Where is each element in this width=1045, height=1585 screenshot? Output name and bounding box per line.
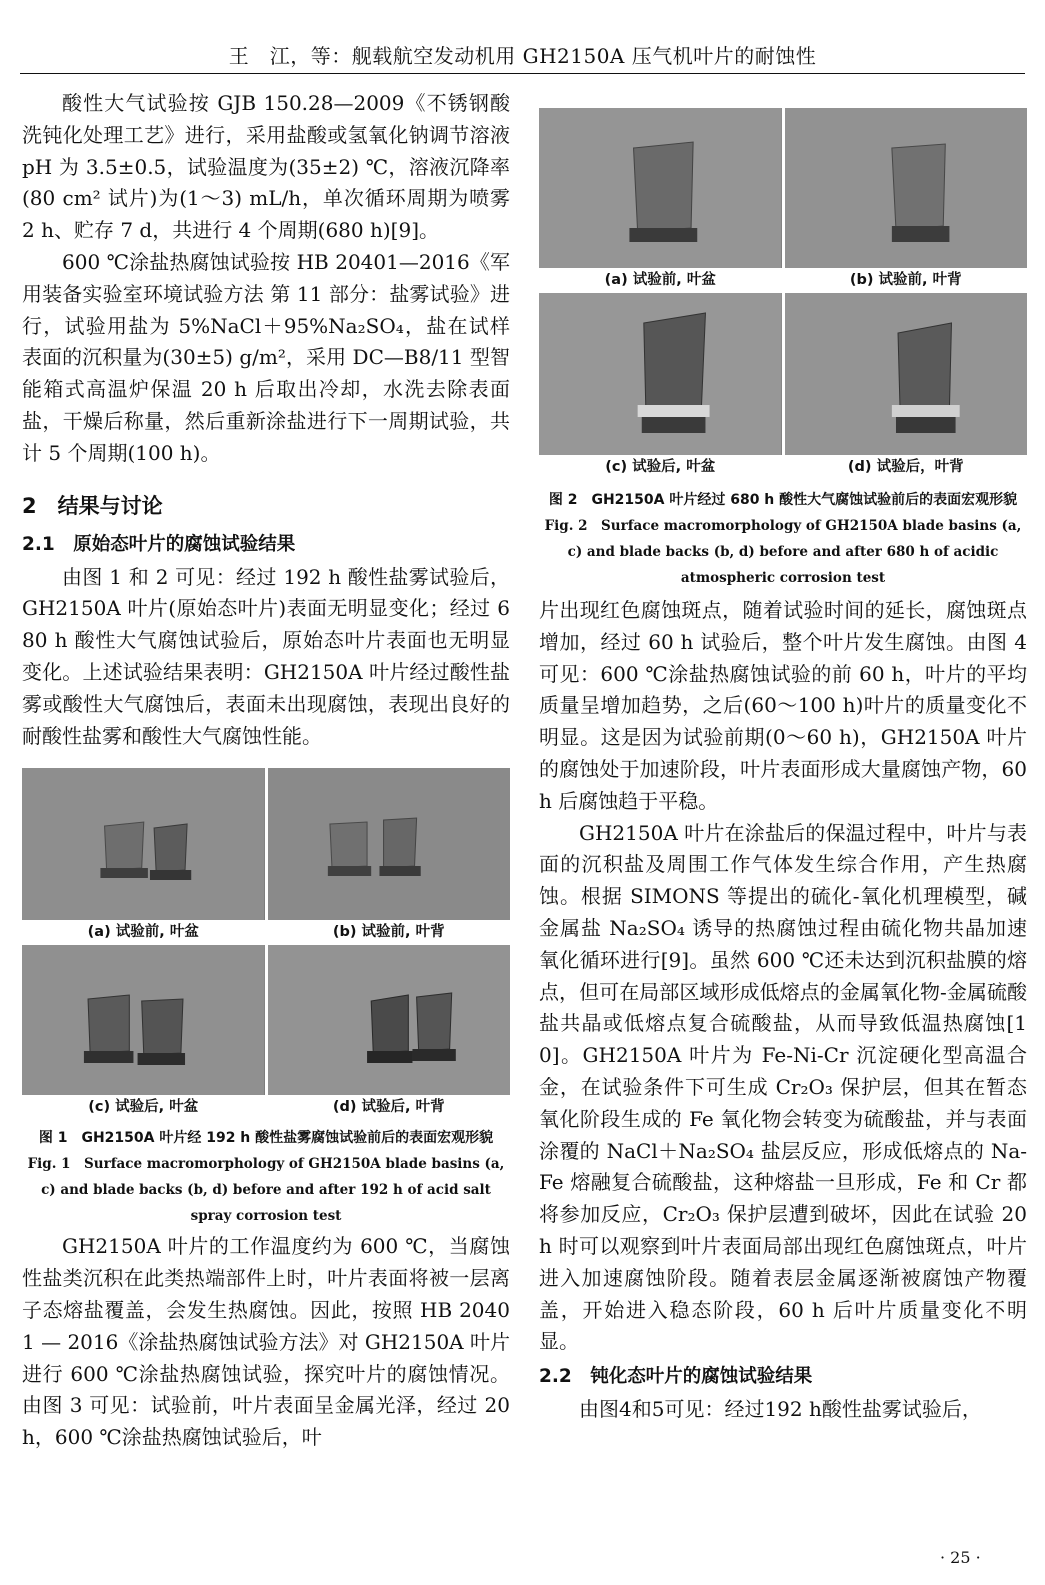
figure-2c-photo	[539, 293, 782, 455]
figure-1-grid	[22, 768, 510, 1120]
figure-2	[539, 108, 1027, 591]
figure-2-grid	[539, 108, 1027, 480]
figure-2b-photo	[785, 108, 1028, 268]
figure-1-panel-d	[268, 945, 511, 1120]
paragraph-original-blade-results: 由图 1 和 2 可见：经过 192 h 酸性盐雾试验后，GH2150A 叶片(原始态叶片)表面无明显变化；经过 680 h 酸性大气腐蚀试验后，原始态叶片表面也无明显变化。上述试验结果表明：GH2150A 叶片经过酸性盐雾或酸性大气腐蚀后，表面未出现腐蚀，表现出良好的耐酸性盐雾和酸性大气腐蚀性能。	[22, 564, 510, 748]
figure-1-title-cn: 图 1 GH2150A 叶片经 192 h 酸性盐雾腐蚀试验前后的表面宏观形貌	[38, 1130, 494, 1147]
figure-2-panel-c	[539, 293, 782, 480]
figure-1-title-en: Fig. 1 Surface macromorphology of GH2150A blade basins (a, c) and blade backs (b, d) before and after 192 h of acid salt spray corrosion test	[27, 1156, 505, 1225]
paragraph-passivated-blade-results: 由图4和5可见：经过192 h酸性盐雾试验后，	[579, 1397, 982, 1422]
figure-1	[22, 768, 510, 1229]
figure-1-panel-a	[22, 768, 265, 945]
paragraph-hot-corrosion-method: 600 ℃涂盐热腐蚀试验按 HB 20401—2016《军用装备实验室环境试验方法 第 11 部分：盐雾试验》进行，试验用盐为 5%NaCl＋95%Na₂SO₄，盐在试样表面的沉积量为(30±5) g/m²，采用 DC—B8/11 型智能箱式高温炉保温 20 h 后取出冷却，水洗去除表面盐，干燥后称量，然后重新涂盐进行下一周期试验，共计 5 个周期(100 h)。	[22, 249, 510, 465]
figure-2d-caption: (d) 试验后，叶背	[785, 455, 1028, 480]
right-column	[539, 108, 1027, 1426]
paragraph-mechanism: GH2150A 叶片在涂盐后的保温过程中，叶片与表面的沉积盐及周围工作气体发生综合作用，产生热腐蚀。根据 SIMONS 等提出的硫化-氧化机理模型，碱金属盐 Na₂SO₄ 诱导的热腐蚀过程由硫化物共晶加速氧化循环进行[9]。虽然 600 ℃还未达到沉积盐膜的熔点，但可在局部区域形成低熔点的金属氧化物-金属硫酸盐共晶或低熔点复合硫酸盐，从而导致低温热腐蚀[10]。GH2150A 叶片为 Fe-Ni-Cr 沉淀硬化型高温合金，在试验条件下可生成 Cr₂O₃ 保护层，但其在暂态氧化阶段生成的 Fe 氧化物会转变为硫酸盐，并与表面涂覆的 NaCl＋Na₂SO₄ 盐层反应，形成低熔点的 Na-Fe 熔融复合硫酸盐，这种熔盐一旦形成，Fe 和 Cr 都将参加反应，Cr₂O₃ 保护层遭到破坏，因此在试验 20 h 时可以观察到叶片表面局部出现红色腐蚀斑点，叶片进入加速腐蚀阶段。随着表层金属逐渐被腐蚀产物覆盖，开始进入稳态阶段，60 h 后叶片质量变化不明显。	[539, 820, 1027, 1354]
figure-1b-photo	[268, 768, 511, 920]
figure-2a-photo	[539, 108, 782, 268]
figure-2-title-cn: 图 2 GH2150A 叶片经过 680 h 酸性大气腐蚀试验前后的表面宏观形貌	[548, 492, 1018, 508]
paragraph-hot-corrosion-intro: GH2150A 叶片的工作温度约为 600 ℃，当腐蚀性盐类沉积在此类热端部件上时，叶片表面将被一层离子态熔盐覆盖，会发生热腐蚀。因此，按照 HB 20401 — 2016《涂盐热腐蚀试验方法》对 GH2150A 叶片进行 600 ℃涂盐热腐蚀试验，探究叶片的腐蚀情况。由图 3 可见：试验前，叶片表面呈金属光泽，经过 20 h，600 ℃涂盐热腐蚀试验后，叶	[22, 1234, 510, 1450]
figure-2d-photo	[785, 293, 1028, 455]
page-number: · 25 ·	[940, 1548, 981, 1567]
subsection-heading-passivated-blade: 2.2 钝化态叶片的腐蚀试验结果	[539, 1366, 813, 1388]
figure-1d-caption: (d) 试验后, 叶背	[268, 1095, 511, 1120]
figure-1b-caption: (b) 试验前, 叶背	[268, 920, 511, 945]
figure-1c-photo	[22, 945, 265, 1095]
figure-2b-caption: (b) 试验前, 叶背	[785, 268, 1028, 293]
figure-2-panel-d	[785, 293, 1028, 480]
subsection-heading-original-blade: 2.1 原始态叶片的腐蚀试验结果	[22, 533, 296, 555]
figure-2c-caption: (c) 试验后, 叶盆	[539, 455, 782, 480]
figure-2-title-en: Fig. 2 Surface macromorphology of GH2150A blade basins (a, c) and blade backs (b, d) before and after 680 h of acidic atmospheric corrosion test	[544, 518, 1022, 586]
figure-1-panel-c	[22, 945, 265, 1120]
figure-1-panel-b	[268, 768, 511, 945]
left-column	[22, 88, 510, 1454]
figure-1c-caption: (c) 试验后, 叶盆	[22, 1095, 265, 1120]
running-head: 王 江，等：舰载航空发动机用 GH2150A 压气机叶片的耐蚀性	[20, 38, 1025, 74]
paragraph-acid-atmosphere-method: 酸性大气试验按 GJB 150.28—2009《不锈钢酸洗钝化处理工艺》进行，采用盐酸或氢氧化钠调节溶液 pH 为 3.5±0.5，试验温度为(35±2) ℃，溶液沉降率(80 cm² 试片)为(1～3) mL/h，单次循环周期为喷雾 2 h、贮存 7 d，共进行 4 个周期(680 h)[9]。	[22, 91, 510, 243]
figure-1d-photo	[268, 945, 511, 1095]
section-heading-results: 2 结果与讨论	[22, 493, 163, 518]
figure-2-panel-b	[785, 108, 1028, 293]
figure-2-panel-a	[539, 108, 782, 293]
paragraph-hot-corrosion-results: 片出现红色腐蚀斑点，随着试验时间的延长，腐蚀斑点增加，经过 60 h 试验后，整个叶片发生腐蚀。由图 4 可见：600 ℃涂盐热腐蚀试验的前 60 h，叶片的平均质量呈增加趋势，之后(60～100 h)叶片的质量变化不明显。这是因为试验前期(0～60 h)，GH2150A 叶片的腐蚀处于加速阶段，叶片表面形成大量腐蚀产物，60 h 后腐蚀趋于平稳。	[539, 598, 1027, 813]
figure-2a-caption: (a) 试验前, 叶盆	[539, 268, 782, 293]
figure-1a-photo	[22, 768, 265, 920]
figure-1a-caption: (a) 试验前, 叶盆	[22, 920, 265, 945]
